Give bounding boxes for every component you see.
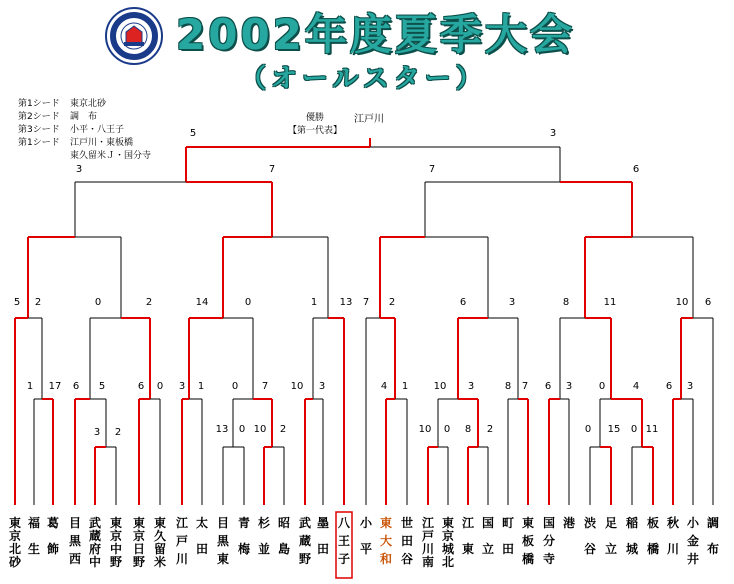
team-name: [258, 515, 271, 556]
team-char: 留: [153, 542, 167, 556]
team-name: [89, 515, 101, 569]
match-score: 6: [137, 381, 145, 392]
team-char: 布: [706, 542, 720, 556]
match-score: 1: [310, 297, 318, 308]
team-char: 川: [421, 542, 435, 556]
team-char: 江: [421, 516, 435, 530]
team-char: 谷: [583, 542, 597, 556]
team-name: [360, 516, 373, 556]
seed-label: 第3シード: [18, 125, 60, 135]
team-char: 日: [132, 542, 146, 556]
match-score: 2: [34, 297, 42, 308]
team-char: 寺: [542, 552, 556, 566]
match-score: 11: [645, 424, 659, 435]
team-char: 中: [109, 542, 123, 556]
team-name: [707, 515, 719, 556]
team-name: [401, 515, 413, 566]
team-char: 葛: [46, 516, 60, 530]
match-score: 6: [72, 381, 80, 392]
team-char: 北: [441, 555, 455, 569]
team-char: 武: [298, 516, 312, 530]
team-name: [563, 515, 575, 530]
team-char: 東: [153, 516, 167, 530]
match-score: 2: [145, 297, 153, 308]
team-char: 京: [132, 529, 146, 543]
match-score: 10: [290, 381, 304, 392]
match-score: 6: [704, 297, 712, 308]
team-name: [482, 516, 494, 556]
team-char: 板: [521, 534, 535, 548]
match-score: 11: [603, 297, 617, 308]
team-char: 久: [153, 529, 167, 543]
team-char: 分: [542, 534, 556, 548]
team-name: [605, 516, 617, 556]
team-char: 平: [359, 542, 373, 556]
team-char: 中: [88, 555, 102, 569]
team-char: 世: [400, 516, 414, 530]
team-char: 城: [625, 542, 639, 556]
match-score: 6: [544, 381, 552, 392]
team-char: 目: [216, 516, 230, 530]
match-score: 14: [195, 297, 209, 308]
team-char: 太: [195, 516, 209, 530]
seed-teams: 調 布: [70, 112, 98, 122]
match-score: 4: [380, 381, 388, 392]
team-char: 米: [153, 555, 167, 569]
team-char: 渋: [583, 516, 597, 530]
match-score: 15: [607, 424, 621, 435]
match-score: 7: [521, 381, 529, 392]
match-score: 7: [261, 381, 269, 392]
team-char: 蔵: [88, 529, 102, 543]
match-score: 8: [504, 381, 512, 392]
team-char: 並: [257, 542, 271, 556]
team-char: 福: [27, 516, 41, 530]
team-char: 戸: [175, 534, 189, 548]
team-char: 青: [237, 516, 251, 530]
match-score: 4: [632, 381, 640, 392]
team-char: 江: [175, 516, 189, 530]
team-char: 田: [195, 542, 209, 556]
team-char: 稲: [625, 516, 639, 530]
team-name: [666, 515, 679, 556]
team-char: 国: [481, 516, 495, 530]
team-char: 北: [8, 542, 22, 556]
team-name: [278, 515, 290, 556]
team-char: 国: [542, 516, 556, 530]
champion-sub: 【第一代表】: [288, 126, 343, 136]
team-name: [380, 515, 392, 566]
team-name: [196, 515, 208, 556]
match-score: 0: [244, 297, 252, 308]
team-name: [217, 516, 230, 566]
team-char: 野: [109, 555, 123, 569]
team-name: [110, 515, 123, 569]
team-char: 港: [562, 516, 576, 530]
team-char: 足: [604, 516, 618, 530]
match-score: 6: [632, 164, 640, 175]
team-name: [647, 515, 659, 556]
team-name: [69, 516, 82, 566]
team-char: 東: [216, 552, 230, 566]
seed-teams: 東久留米Ｊ・国分寺: [70, 151, 152, 161]
team-char: 杉: [257, 516, 271, 530]
match-score: 13: [339, 297, 353, 308]
team-char: 秋: [666, 516, 680, 530]
team-name: [176, 515, 189, 566]
match-score: 0: [584, 424, 592, 435]
match-score: 17: [48, 381, 62, 392]
team-char: 小: [359, 516, 373, 530]
team-char: 黒: [216, 534, 230, 548]
champion-label: 優勝: [306, 113, 325, 123]
team-name: [687, 516, 700, 566]
team-name: [153, 515, 166, 569]
match-score: 1: [197, 381, 205, 392]
match-score: 0: [598, 381, 606, 392]
team-char: 生: [27, 542, 41, 556]
match-score: 7: [362, 297, 370, 308]
team-char: 墨: [316, 516, 330, 530]
match-score: 3: [549, 128, 557, 139]
match-score: 0: [156, 381, 164, 392]
match-score: 3: [75, 164, 83, 175]
team-char: 東: [521, 516, 535, 530]
team-char: 小: [686, 516, 700, 530]
team-name: [47, 515, 59, 556]
match-score: 2: [388, 297, 396, 308]
match-score: 13: [215, 424, 229, 435]
team-char: 谷: [400, 552, 414, 566]
match-score: 3: [686, 381, 694, 392]
team-char: 和: [379, 552, 393, 566]
team-char: 野: [132, 555, 146, 569]
team-name: [625, 515, 639, 556]
team-name: [584, 515, 597, 556]
team-char: 江: [461, 516, 475, 530]
match-score: 6: [665, 381, 673, 392]
team-char: 東: [441, 516, 455, 530]
team-char: 東: [461, 542, 475, 556]
match-score: 3: [318, 381, 326, 392]
match-score: 7: [428, 164, 436, 175]
team-name: [543, 516, 555, 566]
team-char: 南: [421, 555, 435, 569]
team-char: 城: [441, 542, 455, 556]
team-char: 野: [298, 552, 312, 566]
match-score: 0: [94, 297, 102, 308]
team-char: 調: [706, 516, 720, 530]
team-char: 京: [109, 529, 123, 543]
seed-teams: 小平・八王子: [70, 125, 125, 135]
team-char: 京: [8, 529, 22, 543]
team-char: 武: [88, 516, 102, 530]
team-char: 板: [646, 516, 660, 530]
match-score: 3: [178, 381, 186, 392]
match-score: 7: [268, 164, 276, 175]
match-score: 6: [459, 297, 467, 308]
team-char: 立: [604, 542, 618, 556]
match-score: 2: [486, 424, 494, 435]
team-char: 砂: [8, 555, 22, 569]
match-score: 10: [253, 424, 267, 435]
seed-teams: 東京北砂: [70, 99, 107, 109]
team-char: 田: [316, 542, 330, 556]
team-name: [502, 516, 514, 556]
team-name: [442, 515, 455, 569]
team-char: 梅: [237, 542, 251, 556]
team-name: [338, 516, 351, 566]
match-score: 0: [630, 424, 638, 435]
match-score: 10: [433, 381, 447, 392]
team-char: 井: [686, 552, 700, 566]
team-char: 東: [8, 516, 22, 530]
team-char: 橋: [521, 552, 535, 566]
team-name: [522, 515, 534, 566]
match-score: 5: [98, 381, 106, 392]
page-title: 2002年度夏季大会: [176, 10, 575, 59]
team-char: 島: [277, 542, 291, 556]
team-char: 蔵: [298, 534, 312, 548]
team-char: 田: [501, 542, 515, 556]
seed-label: 第1シード: [18, 138, 60, 148]
seed-label: 第2シード: [18, 112, 60, 122]
team-char: 大: [379, 534, 393, 548]
page-subtitle: （オールスター）: [240, 64, 487, 94]
match-score: 1: [26, 381, 34, 392]
team-char: 子: [337, 552, 351, 566]
match-score: 2: [279, 424, 287, 435]
team-name: [462, 515, 475, 556]
team-char: 飾: [46, 542, 60, 556]
team-name: [422, 515, 435, 569]
match-score: 0: [443, 424, 451, 435]
team-char: 橋: [646, 542, 660, 556]
team-char: 京: [441, 529, 455, 543]
team-char: 田: [400, 534, 414, 548]
team-char: 町: [501, 516, 515, 530]
team-char: 東: [132, 516, 146, 530]
match-score: 8: [562, 297, 570, 308]
team-char: 昭: [277, 516, 291, 530]
team-char: 金: [686, 534, 700, 548]
match-score: 3: [508, 297, 516, 308]
match-score: 10: [675, 297, 689, 308]
match-score: 8: [464, 424, 472, 435]
seed-teams: 江戸川・東板橋: [70, 138, 134, 148]
match-score: 3: [93, 427, 101, 438]
team-char: 黒: [68, 534, 82, 548]
match-score: 5: [189, 128, 197, 139]
match-score: 10: [418, 424, 432, 435]
team-char: 八: [337, 516, 351, 530]
team-char: 府: [88, 542, 102, 556]
match-score: 0: [238, 424, 246, 435]
match-score: 3: [565, 381, 573, 392]
match-score: 3: [467, 381, 475, 392]
team-name: [9, 515, 22, 569]
team-char: 戸: [421, 529, 435, 543]
team-char: 立: [481, 542, 495, 556]
match-score: 0: [231, 381, 239, 392]
team-char: 東: [109, 516, 123, 530]
team-name: [133, 515, 146, 569]
team-name: [317, 515, 329, 556]
team-name: [27, 515, 40, 556]
team-char: 目: [68, 516, 82, 530]
team-name: [238, 515, 250, 556]
champion-name: 江戸川: [354, 114, 384, 125]
seed-label: 第1シード: [18, 99, 60, 109]
team-char: 王: [337, 534, 351, 548]
match-score: 2: [114, 427, 122, 438]
team-char: 東: [379, 516, 393, 530]
team-char: 西: [68, 552, 82, 566]
team-char: 川: [175, 552, 189, 566]
team-name: [299, 515, 312, 566]
match-score: 5: [13, 297, 21, 308]
team-char: 川: [666, 542, 680, 556]
match-score: 1: [401, 381, 409, 392]
